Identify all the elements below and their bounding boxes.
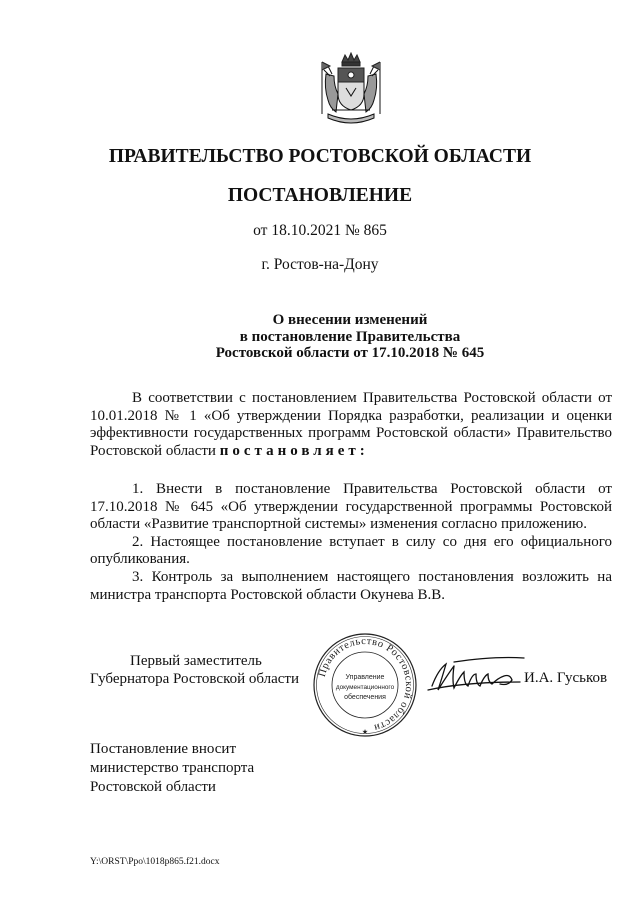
seal-ring-text: Правительство Ростовской области — [316, 635, 415, 734]
handwritten-signature — [424, 652, 528, 696]
submitter-line: Ростовской области — [90, 779, 216, 795]
decree-items — [90, 481, 612, 604]
file-path-footer: Y:\ORST\Ppo\1018p865.f21.docx — [90, 857, 220, 867]
subject-line: Ростовской области от 17.10.2018 № 645 — [215, 345, 485, 361]
decree-word: постановляет: — [219, 442, 369, 459]
document-city: г. Ростов-на-Дону — [261, 256, 379, 273]
svg-text:★: ★ — [361, 728, 369, 736]
submitter-note — [90, 740, 254, 797]
signer-position-line: Первый заместитель — [130, 653, 262, 669]
submitter-line: министерство транспорта — [90, 760, 255, 776]
document-subject — [140, 312, 560, 362]
signer-position-line: Губернатора Ростовской области — [90, 671, 300, 687]
submitter-line: Постановление вносит — [90, 741, 237, 757]
coat-of-arms-emblem — [318, 52, 384, 128]
subject-line: в постановление Правительства — [239, 328, 461, 345]
preamble-paragraph — [90, 390, 612, 460]
seal-center-line: Управление — [345, 674, 385, 681]
decree-item: 2. Настоящее постановление вступает в силу со дня его официального опубликования. — [90, 533, 612, 568]
document-date-number: от 18.10.2021 № 865 — [253, 222, 387, 239]
signer-position — [90, 652, 299, 688]
signer-name: И.А. Гуськов — [524, 670, 608, 686]
government-title: ПРАВИТЕЛЬСТВО РОСТОВСКОЙ ОБЛАСТИ — [108, 146, 532, 167]
preamble-text: В соответствии с постановлением Правительства Ростовской области от 10.01.2018 № 1 «Об утверждении Порядка разработки, реализации и оценки эффективности государственных программ Ростовской области» Правительство Ростовской области — [90, 390, 612, 459]
subject-line: О внесении изменений — [272, 312, 428, 328]
decree-item: 3. Контроль за выполнением настоящего постановления возложить на министра транспорта Ростовской области Окунева В.В. — [90, 568, 612, 603]
seal-center-line: обеспечения — [344, 694, 386, 701]
official-seal — [312, 632, 418, 738]
decree-item: 1. Внести в постановление Правительства Ростовской области от 17.10.2018 № 645 «Об утверждении государственной программы Ростовской области «Развитие транспортной системы» изменения согласно приложению. — [90, 481, 612, 533]
seal-center-line: документационного — [335, 684, 395, 691]
document-type-title: ПОСТАНОВЛЕНИЕ — [227, 185, 413, 206]
